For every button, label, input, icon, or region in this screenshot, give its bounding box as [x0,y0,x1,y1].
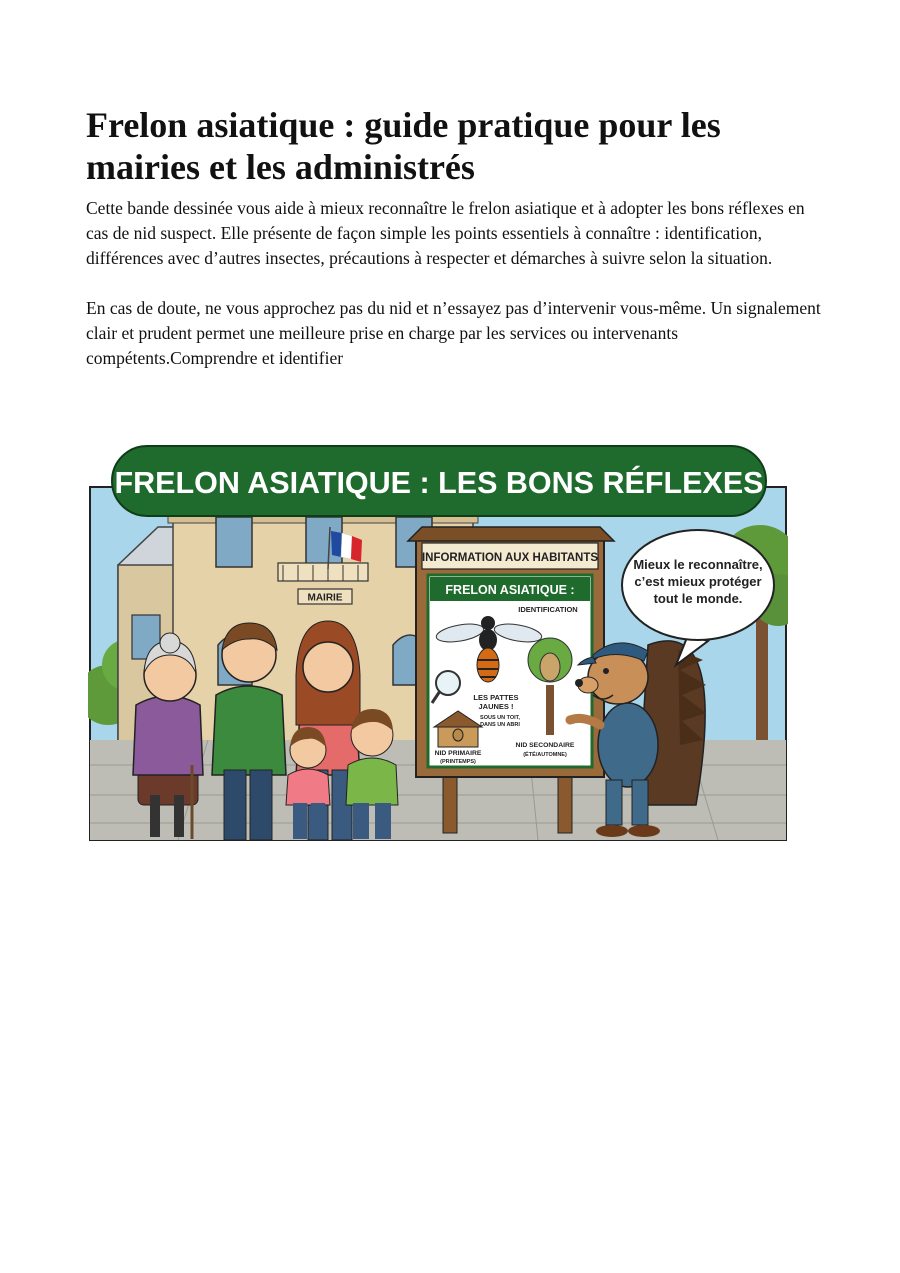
primary-nest-season: (PRINTEMPS) [440,759,476,765]
feet-label-1: LES PATTES [473,693,519,702]
primary-nest-label: NID PRIMAIRE [434,750,482,757]
speech-line-1: Mieux le reconnaître, [633,557,763,572]
speech-line-3: tout le monde. [653,591,743,606]
intro-paragraph: Cette bande dessinée vous aide à mieux reconnaître le frelon asiatique et à adopter les bons réflexes en cas de nid suspect. Elle présente de façon simple les points essentiels à connaître : identification, différences avec d’autres insectes, précautions à respecter et démarches à suivre selon la situation. [86,198,805,268]
shelter-label-2: DANS UN ABRI [480,722,520,728]
speech-line-2: c’est mieux protéger [634,574,762,589]
advice-paragraph: En cas de doute, ne vous approchez pas du nid et n’essayez pas d’intervenir vous-même. Un signalement clair et prudent permet une meilleure prise en charge par les services ou intervenants compétents.Comprendre et identifier [86,298,821,368]
banner-title: FRELON ASIATIQUE : LES BONS RÉFLEXES [114,466,764,500]
title-banner [112,446,766,516]
poster-title: FRELON ASIATIQUE : [445,583,575,597]
secondary-nest-season: (ÉTÉ/AUTOMNE) [523,752,567,758]
comic-svg [88,445,788,842]
secondary-nest-label: NID SECONDAIRE [515,742,575,749]
comic-illustration [88,445,788,842]
shelter-label-1: SOUS UN TOIT, [480,715,520,721]
page-title: Frelon asiatique : guide pratique pour les mairies et les administrés [86,105,721,187]
poster-subtitle: IDENTIFICATION [518,605,578,614]
feet-label-2: JAUNES ! [478,702,514,711]
board-header: INFORMATION AUX HABITANTS [421,552,599,564]
mairie-sign: MAIRIE [307,592,343,604]
